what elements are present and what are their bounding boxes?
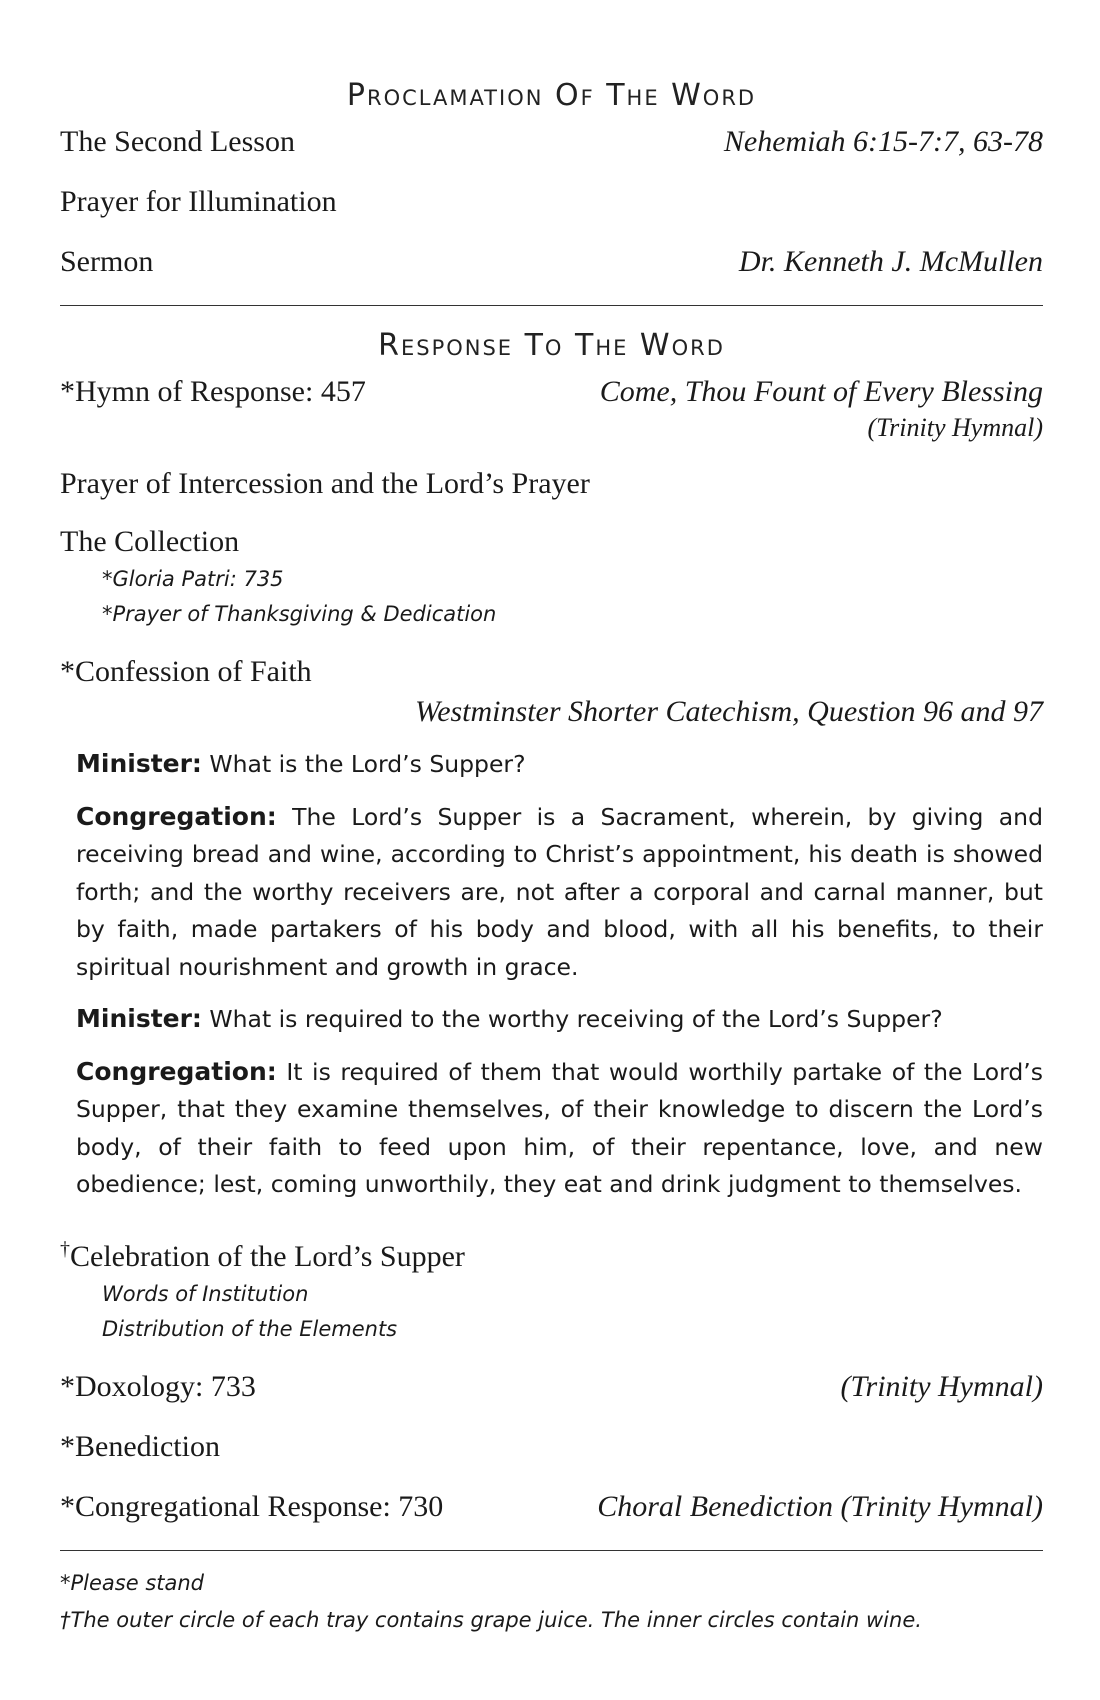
hymn-title: Come, Thou Fount of Every Blessing [599, 375, 1043, 408]
response-heading: Response To The Word [378, 328, 725, 363]
footnote: *Please stand [60, 1570, 205, 1595]
dialogue-line [60, 798, 1043, 987]
congregational-response-row [60, 1488, 1043, 1526]
collection-item: The Collection [60, 525, 240, 558]
confession-item: *Confession of Faith [60, 655, 312, 688]
hymn-source: (Trinity Hymnal) [867, 413, 1043, 442]
illumination-row [60, 183, 1043, 221]
dialogue-text: What is required to the worthy receiving of the Lord’s Supper? [209, 1005, 943, 1033]
second-lesson-row [60, 123, 1043, 161]
second-lesson-label: The Second Lesson [60, 125, 295, 158]
footnote-divider [60, 1550, 1043, 1551]
doxology-row [60, 1368, 1043, 1406]
illumination-label: Prayer for Illumination [60, 185, 337, 218]
intercession-item: Prayer of Intercession and the Lord’s Prayer [60, 467, 590, 500]
dialogue-line [60, 745, 1043, 784]
dialogue-line [60, 1000, 1043, 1039]
confession-source: Westminster Shorter Catechism, Question 96 and 97 [414, 695, 1043, 728]
hymn-row [60, 373, 1043, 411]
dialogue-text: The Lord’s Supper is a Sacrament, wherein, by giving and receiving bread and wine, according to Christ’s appointment, his death is showed forth; and the worthy receivers are, not after a corporal and carnal manner, but by faith, made partakers of his body and blood, with all his benefits, to their spiritual nourishment and growth in grace. [76, 802, 1043, 981]
supper-item [60, 1230, 1043, 1276]
bulletin-page [60, 78, 1043, 1639]
second-lesson-reference: Nehemiah 6:15-7:7, 63-78 [723, 125, 1043, 158]
sermon-preacher: Dr. Kenneth J. McMullen [738, 245, 1043, 278]
sermon-row [60, 243, 1043, 281]
doxology-source: (Trinity Hymnal) [840, 1369, 1043, 1403]
section-divider [60, 305, 1043, 306]
dialogue-speaker: Congregation: [76, 801, 277, 831]
congregational-response-source: Choral Benediction (Trinity Hymnal) [597, 1489, 1043, 1523]
benediction-row [60, 1428, 1043, 1466]
dagger-mark: † [60, 1237, 70, 1260]
sermon-label: Sermon [60, 245, 154, 278]
supper-subitem: Words of Institution [102, 1281, 309, 1306]
doxology-label: *Doxology: 733 [60, 1369, 256, 1403]
dialogue-speaker: Minister: [76, 749, 202, 778]
footnote: †The outer circle of each tray contains grape juice. The inner circles contain wine. [60, 1607, 922, 1632]
proclamation-heading: Proclamation Of The Word [346, 78, 757, 113]
dialogue-speaker: Congregation: [76, 1056, 277, 1086]
dialogue-text: It is required of them that would worthily partake of the Lord’s Supper, that they examine themselves, of their knowledge to discern the Lord’s body, of their faith to feed upon him, of their repentance, love, and new obedience; lest, coming unworthily, they eat and drink judgment to themselves. [76, 1057, 1043, 1198]
supper-subitem: Distribution of the Elements [102, 1316, 398, 1341]
dialogue-text: What is the Lord’s Supper? [209, 750, 526, 778]
hymn-label: *Hymn of Response: 457 [60, 375, 366, 408]
dialogue-line [60, 1053, 1043, 1204]
collection-subitem: *Prayer of Thanksgiving & Dedication [102, 602, 497, 626]
dialogue-speaker: Minister: [76, 1004, 202, 1033]
collection-subitem: *Gloria Patri: 735 [102, 567, 284, 591]
supper-label: Celebration of the Lord’s Supper [70, 1239, 465, 1273]
congregational-response-label: *Congregational Response: 730 [60, 1489, 444, 1523]
benediction-label: *Benediction [60, 1429, 220, 1463]
